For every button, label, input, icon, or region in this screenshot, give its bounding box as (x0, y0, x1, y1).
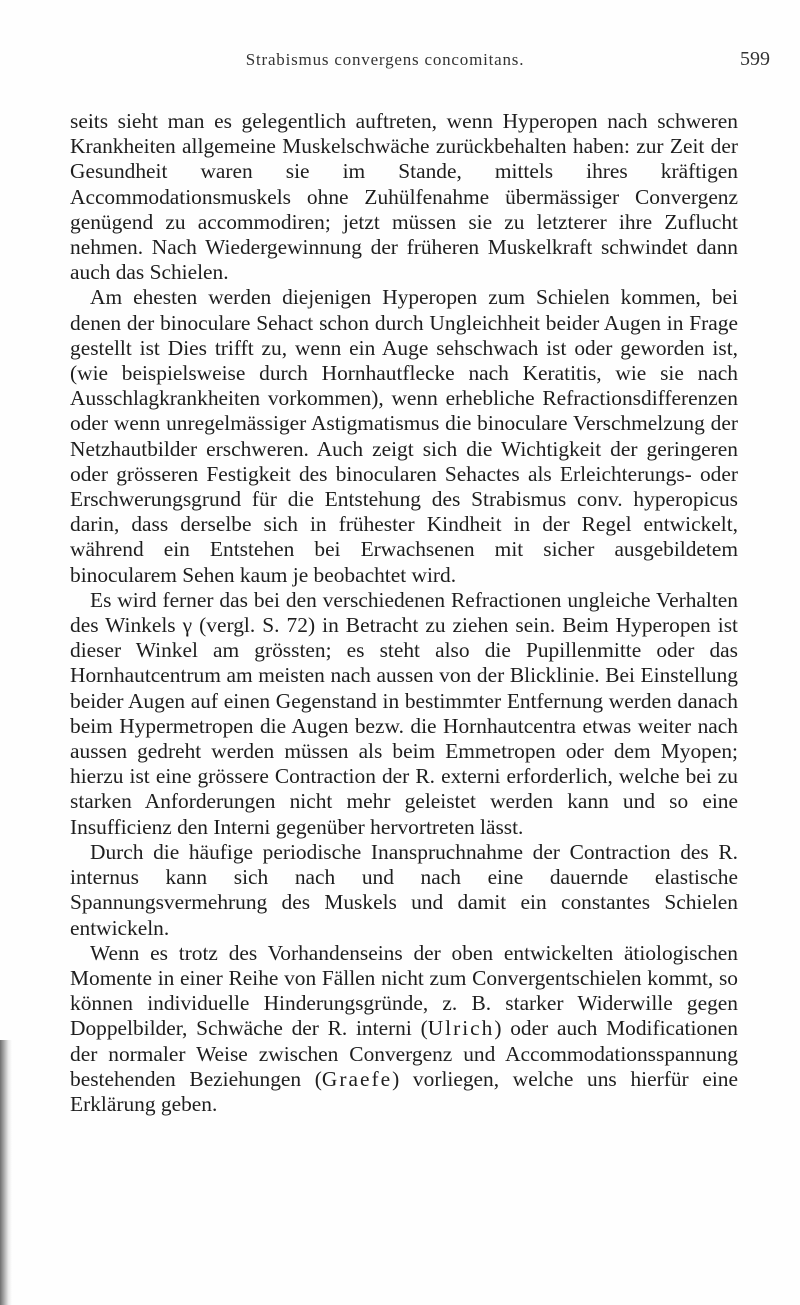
running-header (70, 48, 770, 80)
paragraph-5-text-a: Wenn es trotz des Vorhandenseins der oben entwickelten ätiologischen Momente in einer Reihe von Fällen nicht zum Convergentschielen kommt, so können individuelle Hinderungsgründe, z. B. starker Widerwille gegen Doppelbilder, Schwäche der R. interni ( (70, 940, 738, 1041)
body-text (70, 109, 738, 1117)
paragraph-1: seits sieht man es gelegentlich auftreten, wenn Hyperopen nach schweren Krankheiten allgemeine Muskelschwäche zurückbehalten haben: zur Zeit der Gesundheit waren sie im Stande, mittels ihres kräftigen Accommodationsmuskels ohne Zuhülfenahme übermässiger Convergenz genügend zu accommodiren; jetzt müssen sie zu letzterer ihre Zuflucht nehmen. Nach Wiedergewinnung der früheren Muskelkraft schwindet dann auch das Schielen. (70, 109, 738, 285)
running-title: Strabismus convergens concomitans. (245, 50, 525, 69)
paragraph-2: Am ehesten werden diejenigen Hyperopen zum Schielen kommen, bei denen der binoculare Sehact schon durch Ungleichheit beider Augen in Frage gestellt ist Dies trifft zu, wenn ein Auge sehschwach ist oder geworden ist, (wie beispielsweise durch Hornhautflecke nach Keratitis, wie sie nach Ausschlagkrankheiten vorkommen), wenn erhebliche Refractionsdifferenzen oder wenn unregelmässiger Astigmatismus die binoculare Verschmelzung der Netzhautbilder erschweren. Auch zeigt sich die Wichtigkeit der geringeren oder grösseren Festigkeit des binocularen Sehactes als Erleichterungs- oder Erschwerungsgrund für die Entstehung des Strabismus conv. hyperopicus darin, dass derselbe sich in frühester Kindheit in der Regel entwickelt, während ein Entstehen bei Erwachsenen mit sicher ausgebildetem binocularem Sehen kaum je beobachtet wird. (70, 285, 738, 587)
page-edge-shadow (0, 1040, 12, 1305)
paragraph-5 (70, 941, 738, 1117)
paragraph-5-text-c: ) vorliegen, welche uns hierfür eine Erklärung geben. (70, 1066, 738, 1116)
page-number: 599 (740, 48, 770, 70)
paragraph-5-text-b: ) oder auch Modificationen der normaler Weise zwischen Convergenz und Accommodationsspannung bestehenden Beziehungen ( (70, 1016, 738, 1091)
author-name-graefe: Graefe (321, 1066, 393, 1091)
paragraph-4: Durch die häufige periodische Inanspruchnahme der Contraction des R. internus kann sich nach und nach eine dauernde elastische Spannungsvermehrung des Muskels und damit ein constantes Schielen entwickeln. (70, 839, 738, 940)
author-name-ulrich: Ulrich (427, 1016, 495, 1041)
paragraph-3: Es wird ferner das bei den verschiedenen Refractionen ungleiche Verhalten des Winkels γ (vergl. S. 72) in Betracht zu ziehen sein. Beim Hyperopen ist dieser Winkel am grössten; es steht also die Pupillenmitte oder das Hornhautcentrum am meisten nach aussen von der Blicklinie. Bei Einstellung beider Augen auf einen Gegenstand in bestimmter Entfernung werden danach beim Hypermetropen die Augen bezw. die Hornhautcentra etwas weiter nach aussen gedreht werden müssen als beim Emmetropen oder dem Myopen; hierzu ist eine grössere Contraction der R. externi erforderlich, welche bei zu starken Anforderungen nicht mehr geleistet werden kann und so eine Insufficienz den Interni gegenüber hervortreten lässt. (70, 587, 738, 839)
